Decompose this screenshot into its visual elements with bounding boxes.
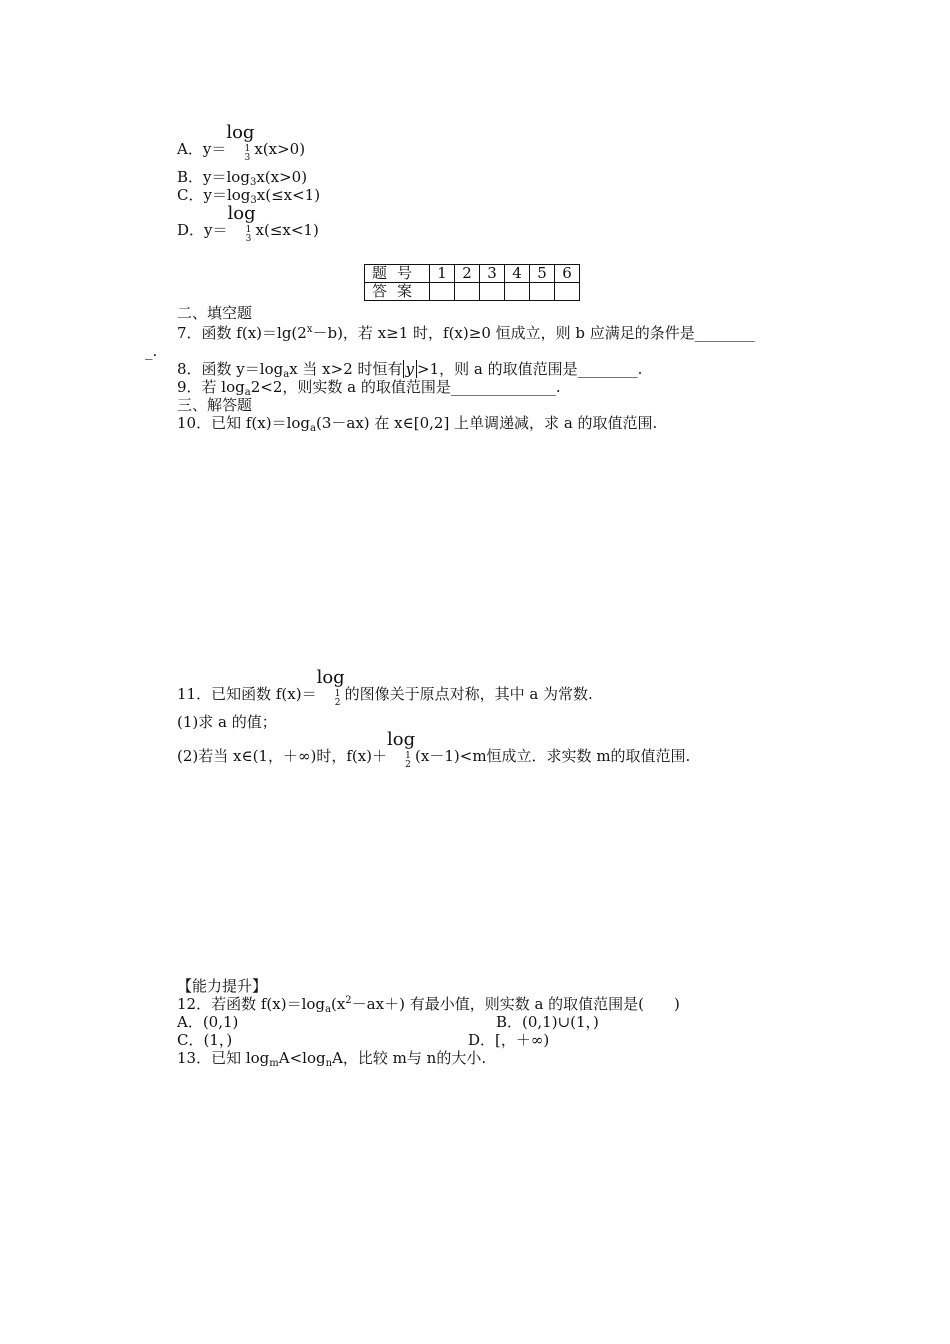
q12-option-c: C．(1，) <box>177 1031 233 1049</box>
log-fraction-base <box>227 203 256 244</box>
log-fraction-base <box>316 667 345 708</box>
answer-cell-4[interactable] <box>505 283 530 301</box>
option-lhs: y＝log <box>203 168 250 186</box>
option-lhs: y＝ <box>204 221 228 239</box>
log-base <box>404 752 412 770</box>
option-label: A． <box>177 140 203 158</box>
table-header-number: 题号 <box>365 265 430 283</box>
q12-option-b: B．(0,1)∪(1，) <box>496 1013 599 1031</box>
table-cell: 6 <box>555 265 580 283</box>
question-11 <box>177 667 593 708</box>
table-cell: 1 <box>430 265 455 283</box>
q9-subscript: a <box>244 387 251 398</box>
option-lhs: y＝ <box>202 140 227 158</box>
q8-absolute-value: y <box>403 360 417 378</box>
base-numerator: 1 <box>245 225 252 235</box>
log-base <box>243 145 251 163</box>
q12-option-a: A．(0,1) <box>177 1013 239 1031</box>
base-denominator: 3 <box>245 234 252 244</box>
option-lhs: y＝log <box>203 186 251 204</box>
q11-text: (2)若当 x∈(1，＋∞)时，f(x)＋ <box>177 747 388 765</box>
q11-part-1: (1)求 a 的值； <box>177 713 277 731</box>
q7-superscript: x <box>306 324 313 335</box>
q13-text: 13．已知 log <box>177 1049 270 1067</box>
table-row <box>365 265 580 283</box>
q11-part-2 <box>177 729 691 770</box>
q8-text: >1，则 a 的取值范围是________. <box>417 360 643 378</box>
answer-cell-1[interactable] <box>430 283 455 301</box>
q9-text: 2<2，则实数 a 的取值范围是______________. <box>250 378 561 396</box>
q7-text: 7．函数 f(x)＝lg(2 <box>177 324 307 342</box>
base-numerator: 1 <box>405 751 411 761</box>
option-rest: x(x>0) <box>256 168 308 186</box>
q12-text: 12．若函数 f(x)＝log <box>177 995 326 1013</box>
q9-text: 9．若 log <box>177 378 245 396</box>
question-12 <box>177 995 680 1016</box>
answer-cell-2[interactable] <box>455 283 480 301</box>
log-symbol: log <box>387 729 416 750</box>
log-symbol: log <box>226 122 255 143</box>
option-label: C． <box>177 186 204 204</box>
q10-text: 10．已知 f(x)＝log <box>177 414 311 432</box>
base-numerator: 1 <box>334 689 341 699</box>
q7-wrap: _. <box>145 342 158 360</box>
q8-text: x 当 x>2 时恒有 <box>289 360 403 378</box>
log-base: 3 <box>250 195 257 206</box>
q11-text: 的图像关于原点对称，其中 a 为常数. <box>344 685 593 703</box>
option-label: D． <box>177 221 205 239</box>
section-heading-solve: 三、解答题 <box>177 396 253 414</box>
q13-subscript: n <box>325 1058 333 1069</box>
option-label: B． <box>177 168 204 186</box>
table-cell: 2 <box>455 265 480 283</box>
option-rest: x(≤x<1) <box>256 186 321 204</box>
table-header-answer: 答案 <box>365 283 430 301</box>
q13-text: A<log <box>278 1049 326 1067</box>
question-10 <box>177 414 657 435</box>
answer-cell-3[interactable] <box>480 283 505 301</box>
q7-text: －b)，若 x≥1 时，f(x)≥0 恒成立，则 b 应满足的条件是________ <box>312 324 755 342</box>
log-symbol: log <box>227 203 256 224</box>
q10-subscript: a <box>310 423 316 434</box>
answer-cell-6[interactable] <box>555 283 580 301</box>
q12-option-d: D．[，＋∞) <box>468 1031 550 1049</box>
option-rest: x(x>0) <box>254 140 306 158</box>
base-denominator: 3 <box>244 153 251 163</box>
log-symbol: log <box>316 667 345 688</box>
log-fraction-base <box>387 729 416 770</box>
question-13 <box>177 1049 486 1070</box>
q10-text: (3－ax) 在 x∈[0,2] 上单调递减，求 a 的取值范围. <box>315 414 658 432</box>
q13-subscript: m <box>269 1058 279 1069</box>
section-heading-fill: 二、填空题 <box>177 304 253 322</box>
table-row <box>365 283 580 301</box>
log-base: 3 <box>249 177 257 188</box>
log-fraction-base <box>226 122 255 163</box>
answer-cell-5[interactable] <box>530 283 555 301</box>
q12-text: －ax＋) 有最小值，则实数 a 的取值范围是( ) <box>351 995 680 1013</box>
q13-text: A，比较 m与 n的大小. <box>332 1049 487 1067</box>
table-cell: 4 <box>505 265 530 283</box>
answer-table <box>364 264 580 301</box>
option-rest: x(≤x<1) <box>255 221 319 239</box>
section-heading-ability: 【能力提升】 <box>177 977 268 995</box>
question-7 <box>177 324 755 345</box>
q11-text: (x－1)<m恒成立．求实数 m的取值范围. <box>415 747 691 765</box>
q8-text: 8．函数 y＝log <box>177 360 284 378</box>
base-denominator: 2 <box>405 760 411 770</box>
table-cell: 3 <box>480 265 505 283</box>
q11-text: 11．已知函数 f(x)＝ <box>177 685 317 703</box>
q12-subscript: a <box>325 1004 331 1015</box>
q12-superscript: 2 <box>345 995 352 1006</box>
option-a <box>177 122 306 163</box>
q12-text: (x <box>330 995 346 1013</box>
option-d <box>177 203 319 244</box>
q8-subscript: a <box>283 369 290 380</box>
table-cell: 5 <box>530 265 555 283</box>
log-base <box>334 690 342 708</box>
log-base <box>245 226 253 244</box>
base-numerator: 1 <box>244 144 251 154</box>
base-denominator: 2 <box>334 698 341 708</box>
